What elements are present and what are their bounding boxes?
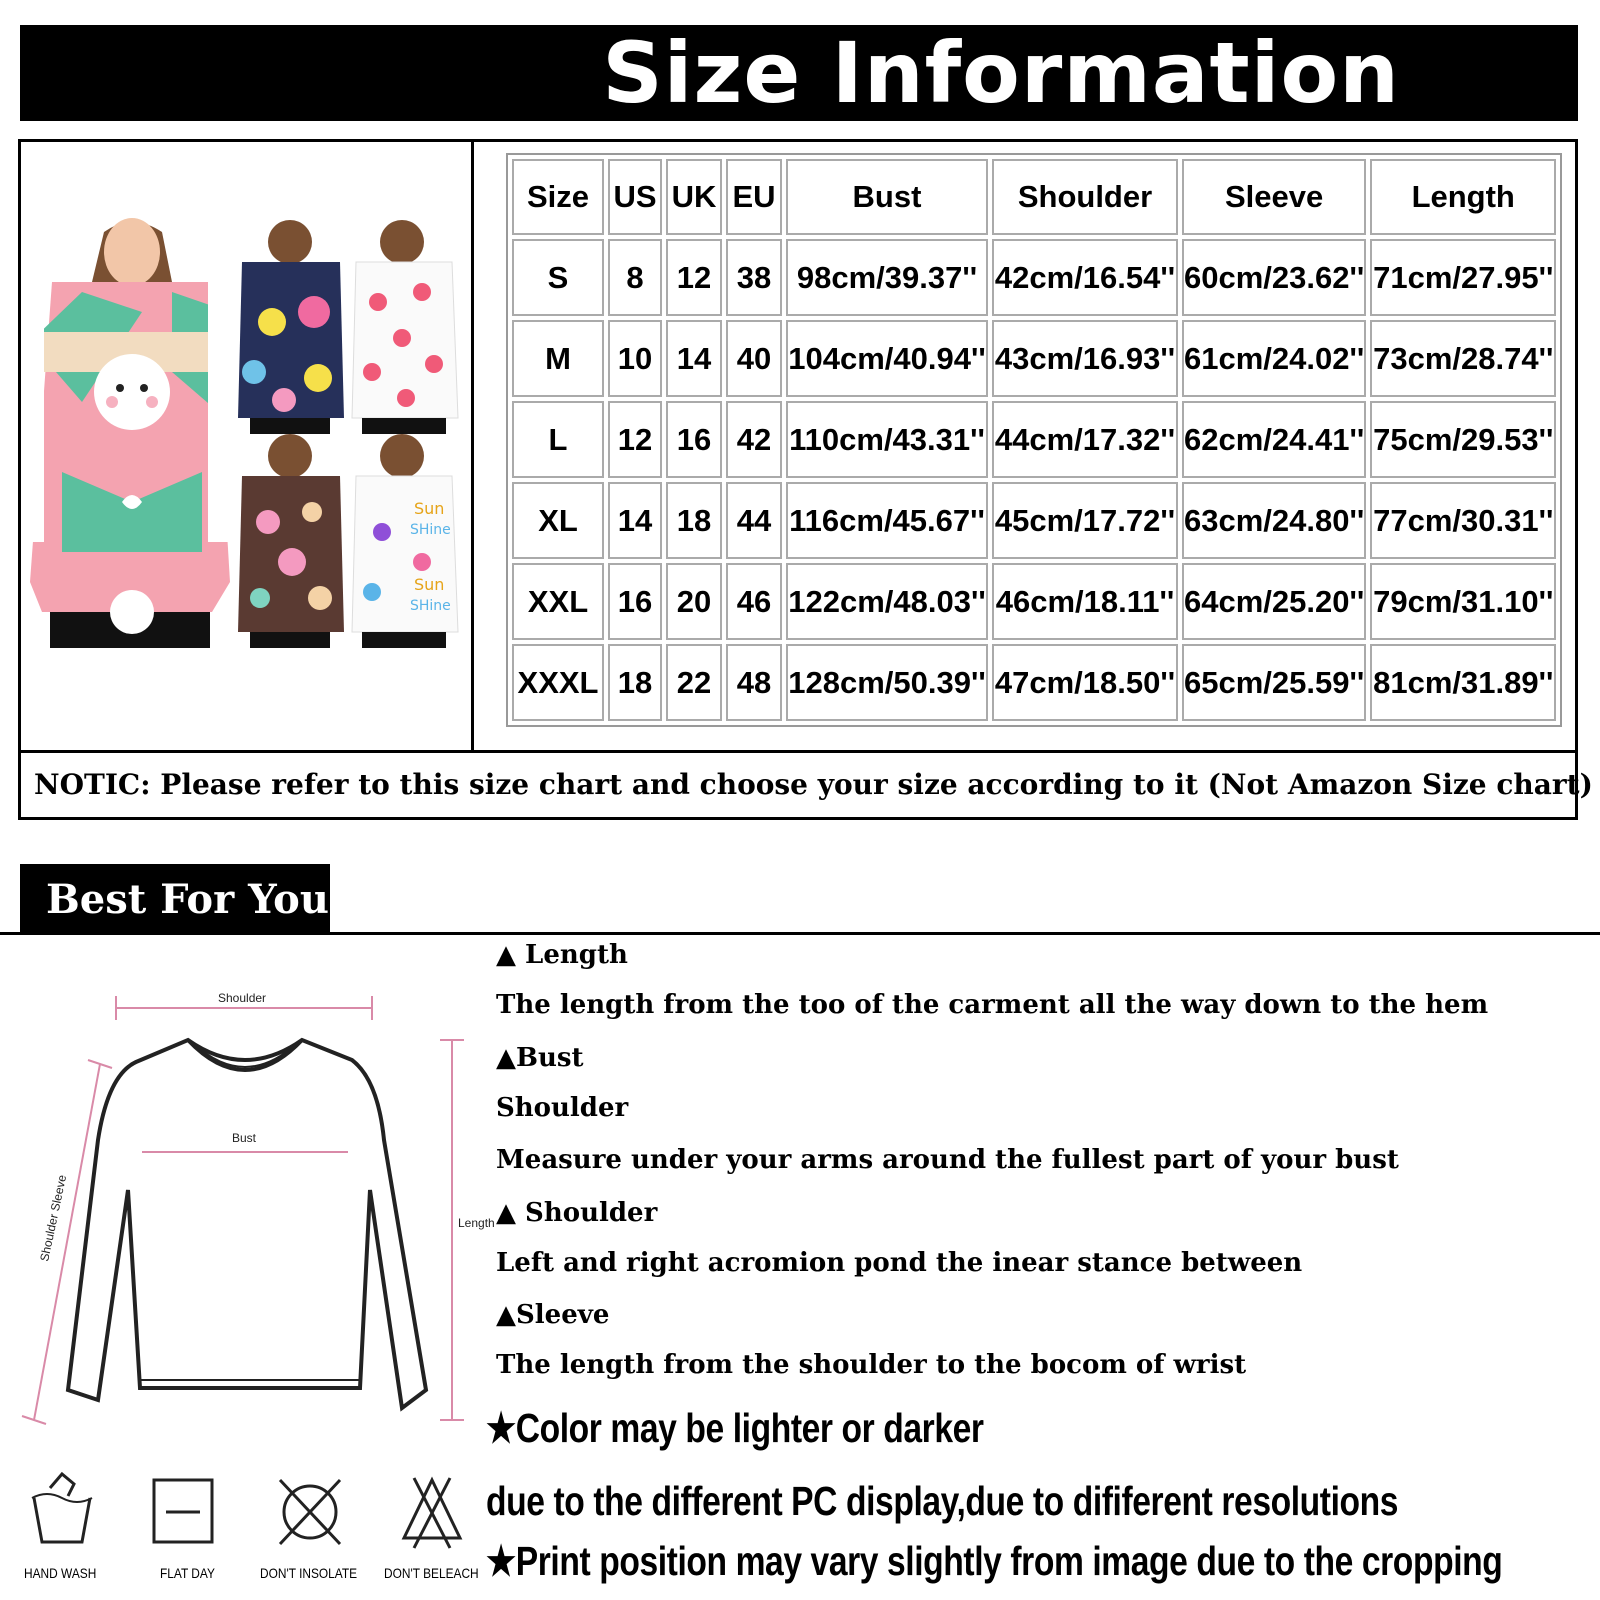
cell-bust: 110cm/43.31'' — [786, 401, 988, 478]
desc-sleeve-title: ▲Sleeve — [496, 1300, 610, 1330]
dont-insolate-icon — [274, 1474, 346, 1550]
desc-length-title: ▲ Length — [496, 940, 628, 970]
cell-uk: 16 — [666, 401, 722, 478]
section-rule — [0, 932, 1600, 935]
cell-size: S — [512, 239, 604, 316]
care-label-dont-insolate: DON'T INSOLATE — [260, 1565, 358, 1581]
cell-uk: 14 — [666, 320, 722, 397]
note-print-position: ★Print position may vary slightly from image due to the cropping — [486, 1538, 1503, 1584]
cell-shoulder: 47cm/18.50'' — [992, 644, 1178, 721]
cell-size: XXXL — [512, 644, 604, 721]
cell-length: 75cm/29.53'' — [1370, 401, 1556, 478]
best-for-you-tab — [20, 864, 330, 934]
note-display: due to the different PC display,due to dififerent resolutions — [486, 1478, 1399, 1524]
label-shoulder: Shoulder — [218, 991, 267, 1005]
cell-sleeve: 60cm/23.62'' — [1182, 239, 1366, 316]
cell-shoulder: 43cm/16.93'' — [992, 320, 1178, 397]
desc-bust-title: ▲Bust — [496, 1043, 584, 1073]
cell-bust: 104cm/40.94'' — [786, 320, 988, 397]
label-bust: Bust — [232, 1131, 257, 1145]
cell-eu: 40 — [726, 320, 782, 397]
desc-shoulder-title: ▲ Shoulder — [496, 1198, 658, 1228]
photo-coffee-print — [236, 434, 348, 648]
table-header-row — [512, 159, 1556, 235]
photo-lollipop-print — [236, 220, 348, 434]
cell-size: XXL — [512, 563, 604, 640]
cell-bust: 98cm/39.37'' — [786, 239, 988, 316]
cell-shoulder: 45cm/17.72'' — [992, 482, 1178, 559]
print-text-sun: Sun — [414, 499, 445, 518]
sweater-outline — [68, 1040, 426, 1408]
print-text-sun-2: Sun — [414, 575, 445, 594]
care-label-dont-bleach: DON'T BELEACH — [384, 1565, 479, 1581]
best-for-you-heading: Best For You — [46, 876, 329, 923]
product-photo-collage — [22, 142, 469, 748]
care-label-hand-wash: HAND WASH — [24, 1565, 97, 1581]
frame-divider — [471, 139, 474, 751]
cell-eu: 48 — [726, 644, 782, 721]
cell-sleeve: 61cm/24.02'' — [1182, 320, 1366, 397]
desc-shoulder-text: Left and right acromion pond the inear stance between — [496, 1248, 1303, 1278]
cell-bust: 122cm/48.03'' — [786, 563, 988, 640]
cell-length: 81cm/31.89'' — [1370, 644, 1556, 721]
table-row — [512, 239, 1556, 316]
cell-eu: 44 — [726, 482, 782, 559]
hand-wash-icon — [22, 1470, 102, 1550]
header-shoulder: Shoulder — [992, 159, 1178, 235]
cell-uk: 22 — [666, 644, 722, 721]
header-eu: EU — [726, 159, 782, 235]
note-color: ★Color may be lighter or darker — [486, 1405, 984, 1451]
product-photos — [22, 142, 469, 748]
cell-us: 14 — [608, 482, 662, 559]
cell-bust: 116cm/45.67'' — [786, 482, 988, 559]
cell-eu: 46 — [726, 563, 782, 640]
cell-sleeve: 65cm/25.59'' — [1182, 644, 1366, 721]
desc-bust-subtitle: Shoulder — [496, 1093, 629, 1123]
photo-bear-print — [22, 218, 230, 650]
flat-dry-icon — [150, 1476, 218, 1548]
print-text-shine: SHine — [410, 522, 451, 538]
header-us: US — [608, 159, 662, 235]
cell-shoulder: 44cm/17.32'' — [992, 401, 1178, 478]
cell-us: 16 — [608, 563, 662, 640]
cell-bust: 128cm/50.39'' — [786, 644, 988, 721]
cell-uk: 20 — [666, 563, 722, 640]
garment-measure-diagram — [0, 990, 495, 1430]
desc-length-text: The length from the too of the carment all the way down to the hem — [496, 990, 1489, 1020]
header-length: Length — [1370, 159, 1556, 235]
header-bust: Bust — [786, 159, 988, 235]
cell-sleeve: 62cm/24.41'' — [1182, 401, 1366, 478]
table-row — [512, 320, 1556, 397]
cell-shoulder: 46cm/18.11'' — [992, 563, 1178, 640]
size-notice: NOTIC: Please refer to this size chart and choose your size according to it (Not Amazon Size chart) — [34, 768, 1593, 801]
photo-sunshine-print — [350, 434, 469, 648]
table-row — [512, 644, 1556, 721]
cell-shoulder: 42cm/16.54'' — [992, 239, 1178, 316]
cell-size: M — [512, 320, 604, 397]
cell-eu: 38 — [726, 239, 782, 316]
cell-us: 18 — [608, 644, 662, 721]
cell-us: 10 — [608, 320, 662, 397]
photo-watermelon-print — [350, 220, 469, 434]
label-sleeve: Shoulder Sleeve — [37, 1173, 70, 1263]
title-bar — [20, 25, 1578, 121]
cell-length: 71cm/27.95'' — [1370, 239, 1556, 316]
cell-eu: 42 — [726, 401, 782, 478]
cell-sleeve: 64cm/25.20'' — [1182, 563, 1366, 640]
dont-bleach-icon — [400, 1474, 464, 1550]
desc-bust-text: Measure under your arms around the fullest part of your bust — [496, 1145, 1399, 1175]
cell-uk: 18 — [666, 482, 722, 559]
cell-uk: 12 — [666, 239, 722, 316]
cell-us: 12 — [608, 401, 662, 478]
table-row — [512, 401, 1556, 478]
header-sleeve: Sleeve — [1182, 159, 1366, 235]
size-table — [508, 155, 1560, 725]
page-title: Size Information — [602, 24, 1400, 122]
label-length: Length — [458, 1216, 495, 1230]
header-size: Size — [512, 159, 604, 235]
table-row — [512, 563, 1556, 640]
cell-length: 73cm/28.74'' — [1370, 320, 1556, 397]
print-text-shine-2: SHine — [410, 598, 451, 614]
cell-us: 8 — [608, 239, 662, 316]
desc-sleeve-text: The length from the shoulder to the bocom of wrist — [496, 1350, 1247, 1380]
cell-size: L — [512, 401, 604, 478]
cell-sleeve: 63cm/24.80'' — [1182, 482, 1366, 559]
cell-size: XL — [512, 482, 604, 559]
cell-length: 79cm/31.10'' — [1370, 563, 1556, 640]
table-row — [512, 482, 1556, 559]
care-label-flat-dry: FLAT DAY — [160, 1565, 215, 1581]
header-uk: UK — [666, 159, 722, 235]
cell-length: 77cm/30.31'' — [1370, 482, 1556, 559]
